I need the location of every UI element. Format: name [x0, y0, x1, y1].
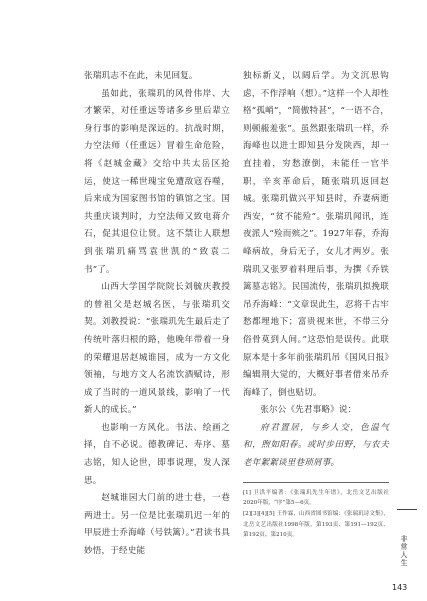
section-divider-line: [397, 509, 417, 510]
footnote-divider: [243, 482, 389, 483]
footnote: [1] 卫洪平编著：《张瑞玑先生年谱》，北岳文艺出版社2020年版，“序”第5—6页。: [243, 490, 389, 507]
paragraph: 也影响一方风化。书法、绘画之择，自不必说。德教碑记、寿序、墓志铭，知人论世，即事说理，发人深思。: [84, 422, 230, 486]
paragraph: 张瑞玑志不在此，未见回复。: [84, 71, 198, 81]
paragraph: 山西大学国学院院长刘毓庆教授的曾祖父是赵城名医，与张瑞玑交契。刘教授说：“张瑞玑先生最后走了传统叶落归根的路，他晚年带着一身的荣耀退居赵城谁园，成为一方文化领袖，与地方文人名流饮酒赋诗，形成了当时的一道风景线，影响了一代新人的成长。”: [84, 282, 230, 416]
footnotes: [243, 488, 389, 541]
left-text-column: [84, 68, 230, 561]
paragraph: 赵城谁园大门前的进士巷，一巷两进士。另一位是比张瑞玑迟一年的甲辰进士乔海峰（号铁篱）。”君读书具妙悟，于经史能: [84, 493, 230, 557]
page-number: 143: [392, 583, 408, 592]
block-quote: 府君置居，与乡人交，色温气和，煦如阳春。或时步田野，与农夫老年絮絮谈里巷琐屑事。: [243, 422, 389, 469]
paragraph: 虽如此，张瑞玑的风骨伟岸、大才繁荣，对任重远等诸多乡里后辈立身行事的影响是深远的。抗战时期，力空法师（任重远）冒着生命危险，将《赵城金藏》交给中共太岳区抢运，使这一稀世瑰宝免遭敌寇吞噬，后来成为国家图书馆的镇馆之宝。国共重庆谈判时，力空法师又致电蒋介石，促其退位让贤。这不禁让人联想到张瑞玑痛骂袁世凯的“致袁二书”了。: [84, 88, 230, 275]
footnote: [2][3][4][5] 王作霖、山西省图书馆编：《张瑞玑诗文集》，北岳文艺出版社1998年版，第193页、第191—192页、第192页、第210页。: [243, 511, 389, 538]
paragraph: 独标新义，以阔后学。为文沉思钩虑，不作浮响（想）。”这样一个人却性格“孤峭”，“简傲特甚”，“一语不合，则顿赧羞张”。虽然跟张瑞玑一样，乔海峰也以进士即知县分发陕西，却一直挂着，穷愁潦倒，未能任一官半职，辛亥革命后，随张瑞玑返回赵城。张瑞玑做兴平知县时，乔妻病逝西安，“贫不能殓”。张瑞玑闻讯，连夜派人“殓而殡之”。1927年春，乔海峰病故，身后无子，女儿才两岁。张瑞玑又张罗着料理后事，为撰《乔铁篱墓志铭》。民国流传，张瑞玑拟挽联吊乔海峰：“文章误此生，忍将千古牢愁都埋地下；富贵视来世，不带三分俗骨莫到人间。”这恐怕是误传。此联原本是十多年前张瑞玑吊《国风日报》编辑荆大觉的，大概好事者借来吊乔海峰了，倒也贴切。: [243, 71, 389, 398]
right-text-column: [243, 68, 389, 473]
section-label: 非常人生: [400, 535, 408, 567]
paragraph: 张尔公《先君事略》说：: [260, 405, 357, 416]
